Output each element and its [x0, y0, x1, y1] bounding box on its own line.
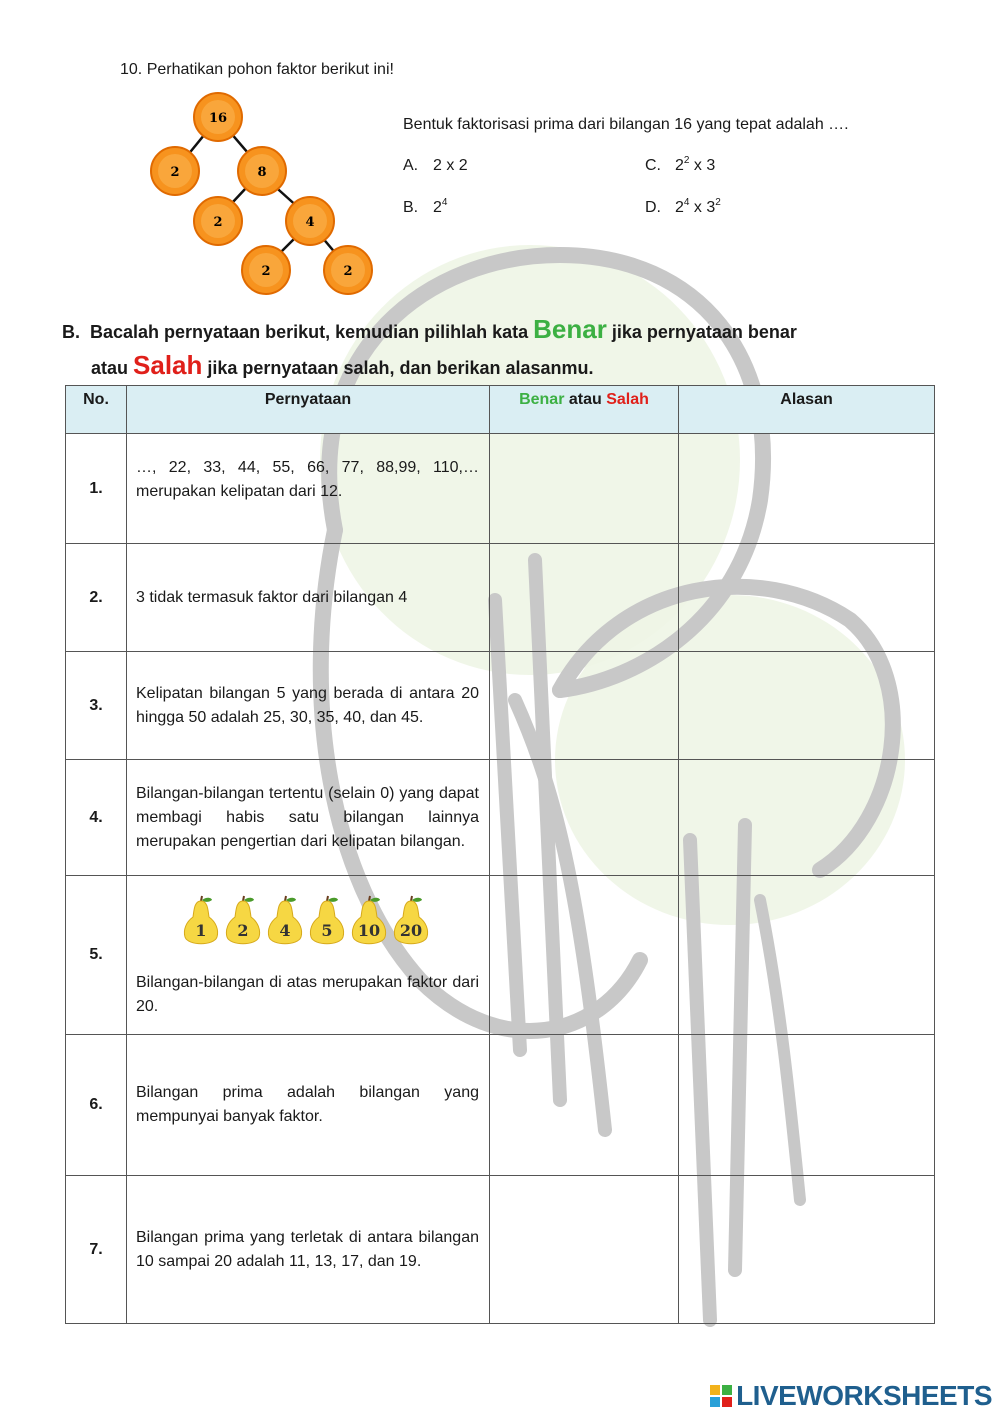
- tree-node-2: [151, 147, 199, 195]
- answer-cell[interactable]: [490, 1176, 679, 1324]
- svg-text:4: 4: [305, 215, 315, 230]
- tree-node-4: [286, 197, 334, 245]
- tree-node-2: [324, 246, 372, 294]
- svg-text:2: 2: [261, 264, 271, 279]
- answer-cell[interactable]: [490, 652, 679, 760]
- answer-cell[interactable]: [490, 760, 679, 876]
- pear-row: [136, 895, 479, 949]
- liveworksheets-logo: LIVEWORKSHEETS: [710, 1380, 992, 1412]
- answer-cell[interactable]: [490, 1035, 679, 1176]
- tree-node-8: [238, 147, 286, 195]
- option-a[interactable]: A. 2 x 2: [403, 157, 468, 174]
- answer-cell[interactable]: [490, 434, 679, 544]
- svg-text:16: 16: [208, 111, 228, 126]
- answer-cell[interactable]: [490, 544, 679, 652]
- pear-item: 4: [265, 895, 305, 949]
- logo-grid-icon: [710, 1385, 732, 1407]
- reason-cell[interactable]: [679, 876, 935, 1035]
- header-benar-salah: Benar atau Salah: [490, 386, 679, 434]
- table-row: 3. Kelipatan bilangan 5 yang berada di antara 20 hingga 50 adalah 25, 30, 35, 40, dan 45.: [66, 652, 935, 760]
- section-b-instructions: B. Bacalah pernyataan berikut, kemudian pilihlah kata Benar jika pernyataan benar atau Salah jika pernyataan salah, dan berikan alasanmu.: [62, 314, 797, 380]
- table-row: 1. …, 22, 33, 44, 55, 66, 77, 88,99, 110,… merupakan kelipatan dari 12.: [66, 434, 935, 544]
- table-header-row: [66, 386, 935, 434]
- pear-item: 1: [181, 895, 221, 949]
- table-row: 6. Bilangan prima adalah bilangan yang mempunyai banyak faktor.: [66, 1035, 935, 1176]
- reason-cell[interactable]: [679, 760, 935, 876]
- table-row: 4. Bilangan-bilangan tertentu (selain 0) yang dapat membagi habis satu bilangan lainnya merupakan pengertian dari kelipatan bilangan.: [66, 760, 935, 876]
- answer-cell[interactable]: [490, 876, 679, 1035]
- header-no: No.: [66, 386, 127, 434]
- pear-item: 20: [391, 895, 431, 949]
- table-row: 5. 1 2 4 5 10 20 Bilangan-bilangan di atas merupakan faktor dari 20.: [66, 876, 935, 1035]
- header-statement: Pernyataan: [127, 386, 490, 434]
- reason-cell[interactable]: [679, 1176, 935, 1324]
- option-b[interactable]: B. $2^4$: [403, 197, 448, 216]
- header-reason: Alasan: [679, 386, 935, 434]
- svg-text:2: 2: [213, 215, 223, 230]
- factor-tree-diagram: [140, 85, 390, 300]
- pear-item: 10: [349, 895, 389, 949]
- question-10-text: Bentuk faktorisasi prima dari bilangan 16 yang tepat adalah ….: [403, 116, 849, 133]
- table-row: 2. 3 tidak termasuk faktor dari bilangan 4: [66, 544, 935, 652]
- tree-node-2: [242, 246, 290, 294]
- pear-item: 5: [307, 895, 347, 949]
- reason-cell[interactable]: [679, 434, 935, 544]
- option-c[interactable]: C. $2^2$ x 3: [645, 155, 716, 174]
- svg-text:2: 2: [170, 165, 180, 180]
- svg-text:8: 8: [257, 165, 267, 180]
- svg-text:2: 2: [343, 264, 353, 279]
- tree-node-2: [194, 197, 242, 245]
- reason-cell[interactable]: [679, 1035, 935, 1176]
- tree-node-16: [194, 93, 242, 141]
- question-10-heading: 10. Perhatikan pohon faktor berikut ini!: [120, 61, 394, 78]
- option-d[interactable]: D. $2^4$ x $3^2$: [645, 197, 721, 216]
- table-row: 7. Bilangan prima yang terletak di antara bilangan 10 sampai 20 adalah 11, 13, 17, dan 19.: [66, 1176, 935, 1324]
- reason-cell[interactable]: [679, 652, 935, 760]
- statement-table: [65, 385, 935, 1324]
- reason-cell[interactable]: [679, 544, 935, 652]
- pear-item: 2: [223, 895, 263, 949]
